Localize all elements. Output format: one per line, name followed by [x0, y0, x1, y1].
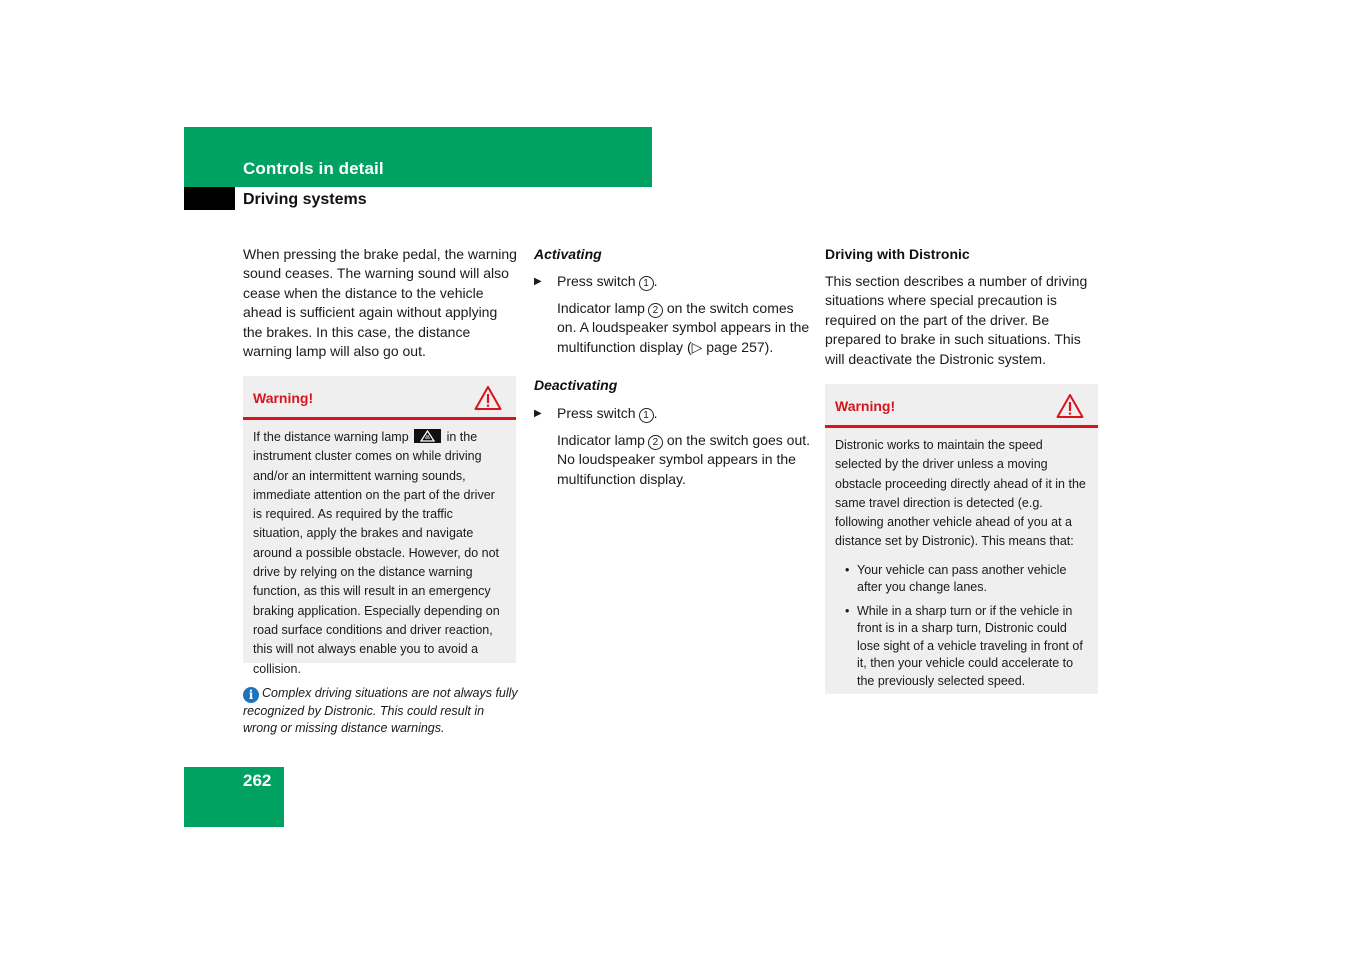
warning-text	[243, 420, 516, 679]
activating-result	[557, 299, 812, 357]
arrow-right-icon: ▶	[534, 408, 542, 419]
activating-step: ▶ Press switch 1 .	[534, 272, 814, 291]
deactivating-step: ▶ Press switch 1 .	[534, 404, 814, 423]
page-number: 262	[243, 771, 272, 790]
activating-heading: Activating	[534, 246, 602, 262]
list-item-text: While in a sharp turn or if the vehicle in front is in a sharp turn, Distronic could lose sight of a vehicle traveling in front of it, then your vehicle could accelerate to the previously selected speed.	[857, 603, 1083, 688]
deactivating-result-part2: on the switch goes out. No loudspeaker symbol appears in the multifunction display.	[557, 432, 811, 487]
warning-text-part2: in the instrument cluster comes on while driving and/or an intermittent warning sounds, immediate attention on the part of the driver is required. As required by the traffic situation, apply the brakes and navigate around a possible obstacle. However, do not drive by relying on the distance warning function, as this will result in an emergency braking application. Especially depending on road surface conditions and driver reaction, this will not always enable you to avoid a collision.	[253, 430, 500, 676]
distance-warning-lamp-icon	[414, 429, 441, 443]
activating-result-part2: on the switch comes on. A loudspeaker symbol appears in the multifunction display (▷ page 257).	[557, 300, 810, 355]
indicator-number-badge: 2	[648, 303, 663, 318]
warning-triangle-icon	[1056, 393, 1084, 419]
warning-header	[825, 384, 1098, 428]
warning-text-part1: If the distance warning lamp	[253, 430, 409, 444]
activating-result-part1: Indicator lamp	[557, 300, 645, 316]
warning-triangle-icon	[474, 385, 502, 411]
switch-number-badge: 1	[639, 276, 654, 291]
subsection-title: Driving systems	[243, 191, 367, 208]
info-note-text: Complex driving situations are not always fully recognized by Distronic. This could result in wrong or missing distance warnings.	[243, 686, 518, 736]
list-item: • Your vehicle can pass another vehicle after you change lanes.	[845, 562, 1067, 595]
warning-header	[243, 376, 516, 420]
warning-title: Warning!	[253, 390, 314, 406]
deactivating-step-text: Press switch	[557, 405, 636, 421]
warning-bullet-list	[835, 562, 1090, 691]
deactivating-heading: Deactivating	[534, 377, 618, 393]
list-item: • While in a sharp turn or if the vehicle in front is in a sharp turn, Distronic could lose sight of a vehicle traveling in front of it, then your vehicle could accelerate to the previously selected speed.	[845, 603, 1083, 688]
deactivating-result	[557, 431, 812, 489]
section-marker	[184, 187, 235, 210]
warning-text-main: Distronic works to maintain the speed selected by the driver unless a moving obstacle proceeding directly ahead of it in the same travel direction is detected (e.g. following another vehicle ahead of you at a distance set by Distronic). This means that:	[835, 438, 1086, 549]
distronic-heading: Driving with Distronic	[825, 246, 970, 262]
indicator-number-badge: 2	[648, 435, 663, 450]
warning-title: Warning!	[835, 398, 896, 414]
deactivating-result-part1: Indicator lamp	[557, 432, 645, 448]
switch-number-badge: 1	[639, 408, 654, 423]
info-icon: i	[243, 687, 259, 703]
warning-box-distance-lamp	[243, 376, 516, 676]
distronic-paragraph: This section describes a number of driving situations where special precaution is required on the part of the driver. Be prepared to brake in such situations. This will deactivate the Distronic system.	[825, 273, 1088, 367]
warning-text	[825, 428, 1098, 690]
arrow-right-icon: ▶	[534, 276, 542, 287]
list-item-text: Your vehicle can pass another vehicle after you change lanes.	[857, 562, 1067, 595]
info-note	[243, 685, 519, 737]
warning-box-distronic	[825, 384, 1098, 694]
brake-pedal-paragraph: When pressing the brake pedal, the warning sound ceases. The warning sound will also cease when the distance to the vehicle ahead is sufficient again without applying the brakes. In this case, the distance warning lamp will also go out.	[243, 246, 517, 360]
activating-step-text: Press switch	[557, 273, 636, 289]
section-title: Controls in detail	[243, 159, 384, 178]
